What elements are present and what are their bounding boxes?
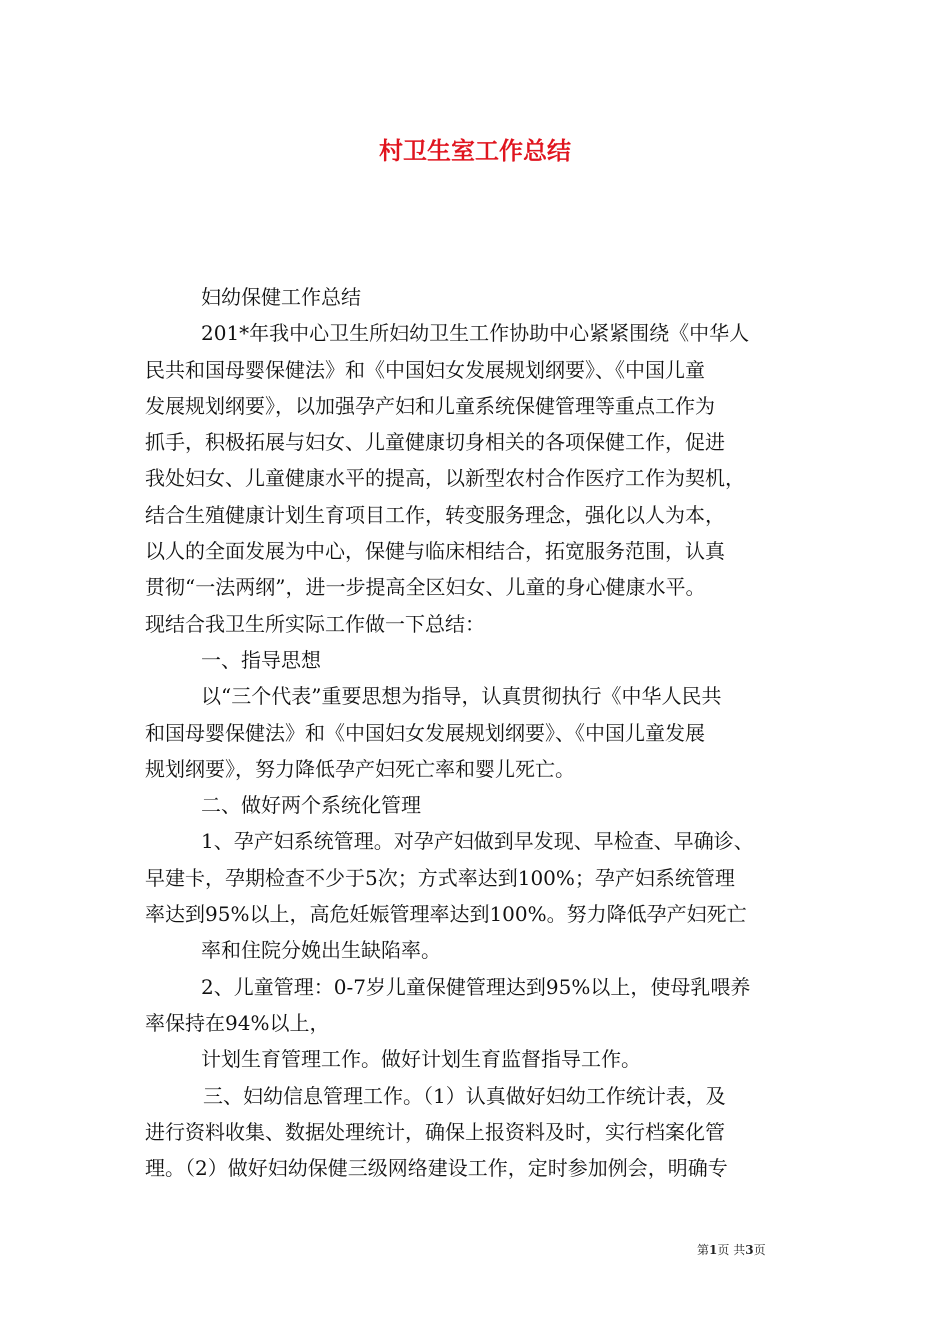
document-body [145, 279, 815, 1186]
text-line: 进行资料收集、数据处理统计，确保上报资料及时，实行档案化管 [145, 1119, 725, 1144]
text-line: 201*年我中心卫生所妇幼卫生工作协助中心紧紧围绕《中华人 [201, 321, 750, 346]
text-line: 率和住院分娩出生缺陷率。 [201, 938, 441, 963]
section-heading: 二、做好两个系统化管理 [201, 793, 421, 818]
footer-suffix: 页 [753, 1243, 766, 1257]
text-line: 规划纲要》，努力降低孕产妇死亡率和婴儿死亡。 [145, 756, 575, 781]
section-heading: 一、指导思想 [201, 647, 321, 672]
text-line: 民共和国母婴保健法》和《中国妇女发展规划纲要》、《中国儿童 [145, 357, 705, 382]
text-line: 2、儿童管理：0-7岁儿童保健管理达到95%以上，使母乳喂养 [201, 974, 751, 999]
text-line: 抓手，积极拓展与妇女、儿童健康切身相关的各项保健工作，促进 [145, 430, 725, 455]
text-line: 结合生殖健康计划生育项目工作，转变服务理念，强化以人为本， [145, 502, 725, 527]
text-line: 以“三个代表”重要思想为指导，认真贯彻执行《中华人民共 [201, 684, 722, 709]
footer-middle: 页 共 [717, 1243, 746, 1257]
text-line: 和国母婴保健法》和《中国妇女发展规划纲要》、《中国儿童发展 [145, 720, 705, 745]
text-line: 贯彻“一法两纲”，进一步提高全区妇女、儿童的身心健康水平。 [145, 575, 706, 600]
text-line: 我处妇女、儿童健康水平的提高，以新型农村合作医疗工作为契机， [145, 466, 745, 491]
text-line: 1、孕产妇系统管理。对孕产妇做到早发现、早检查、早确诊、 [201, 829, 754, 854]
text-line: 现结合我卫生所实际工作做一下总结： [145, 611, 485, 636]
text-line: 率保持在94%以上， [145, 1010, 330, 1035]
text-line: 早建卡，孕期检查不少于5次；方式率达到100%；孕产妇系统管理 [145, 865, 735, 890]
text-line: 妇幼保健工作总结 [201, 285, 361, 309]
text-line: 率达到95%以上，高危妊娠管理率达到100%。努力降低孕产妇死亡 [145, 902, 747, 927]
text-line: 计划生育管理工作。做好计划生育监督指导工作。 [201, 1047, 641, 1072]
current-page-number: 1 [709, 1243, 718, 1257]
total-page-number: 3 [745, 1243, 754, 1257]
page-footer [697, 1242, 766, 1258]
text-line: 以人的全面发展为中心，保健与临床相结合，拓宽服务范围，认真 [145, 539, 725, 564]
text-line: 发展规划纲要》，以加强孕产妇和儿童系统保健管理等重点工作为 [145, 393, 715, 418]
footer-prefix: 第 [697, 1243, 710, 1257]
text-line: 理。（2）做好妇幼保健三级网络建设工作，定时参加例会，明确专 [145, 1156, 728, 1181]
page-title: 村卫生室工作总结 [379, 136, 571, 165]
section-heading: 三、妇幼信息管理工作。（1）认真做好妇幼工作统计表，及 [203, 1083, 726, 1108]
